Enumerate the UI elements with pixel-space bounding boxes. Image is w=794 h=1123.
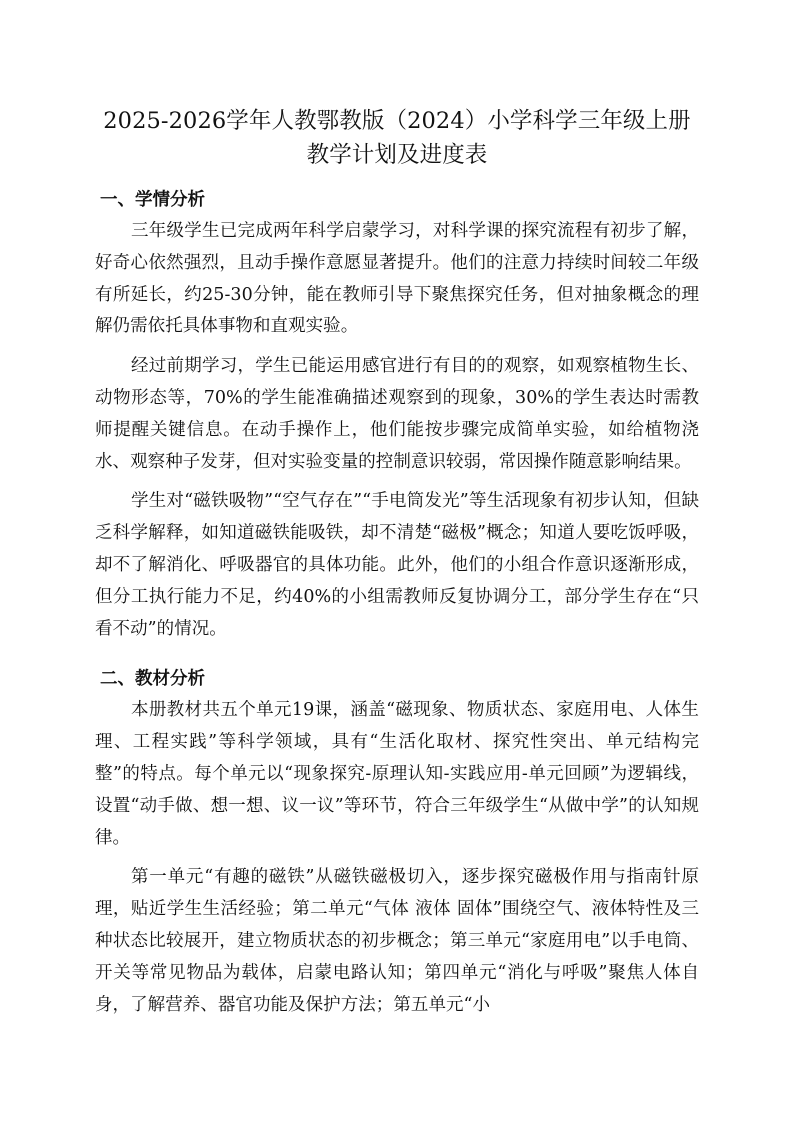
document-content — [95, 104, 699, 1029]
section-textbook-analysis — [95, 663, 699, 1021]
paragraph: 三年级学生已完成两年科学启蒙学习，对科学课的探究流程有初步了解，好奇心依然强烈，且动手操作意愿显著提升。他们的注意力持续时间较二年级有所延长，约25-30分钟，能在教师引导下聚焦探究任务，但对抽象概念的理解仍需依托具体事物和直观实验。 — [95, 221, 699, 337]
paragraph: 第一单元“有趣的磁铁”从磁铁磁极切入，逐步探究磁极作用与指南针原理，贴近学生生活经验；第二单元“气体 液体 固体”围绕空气、液体特性及三种状态比较展开，建立物质状态的初步概念；第三单元“家庭用电”以手电筒、开关等常见物品为载体，启蒙电路认知；第四单元“消化与呼吸”聚焦人体自身，了解营养、器官功能及保护方法；第五单元“小 — [95, 867, 699, 1015]
paragraph: 本册教材共五个单元19课，涵盖“磁现象、物质状态、家庭用电、人体生理、工程实践”等科学领域，具有“生活化取材、探究性突出、单元结构完整”的特点。每个单元以“现象探究-原理认知-实践应用-单元回顾”为逻辑线，设置“动手做、想一想、议一议”等环节，符合三年级学生“从做中学”的认知规律。 — [95, 700, 699, 848]
paragraph: 学生对“磁铁吸物”“空气存在”“手电筒发光”等生活现象有初步认知，但缺乏科学解释，如知道磁铁能吸铁，却不清楚“磁极”概念；知道人要吃饭呼吸，却不了解消化、呼吸器官的具体功能。此外，他们的小组合作意识逐渐形成，但分工执行能力不足，约40%的小组需教师反复协调分工，部分学生存在“只看不动”的情况。 — [95, 491, 699, 639]
document-title — [95, 104, 699, 172]
section-heading: 一、学情分析 — [100, 190, 205, 210]
section-student-analysis — [95, 184, 699, 645]
title-line-2: 教学计划及进度表 — [306, 142, 488, 168]
section-heading: 二、教材分析 — [100, 669, 205, 690]
paragraph: 经过前期学习，学生已能运用感官进行有目的的观察，如观察植物生长、动物形态等，70%的学生能准确描述观察到的现象，30%的学生表达时需教师提醒关键信息。在动手操作上，他们能按步骤完成简单实验，如给植物浇水、观察种子发芽，但对实验变量的控制意识较弱，常因操作随意影响结果。 — [95, 356, 699, 472]
title-line-1: 2025-2026学年人教鄂教版（2024）小学科学三年级上册 — [103, 108, 691, 134]
